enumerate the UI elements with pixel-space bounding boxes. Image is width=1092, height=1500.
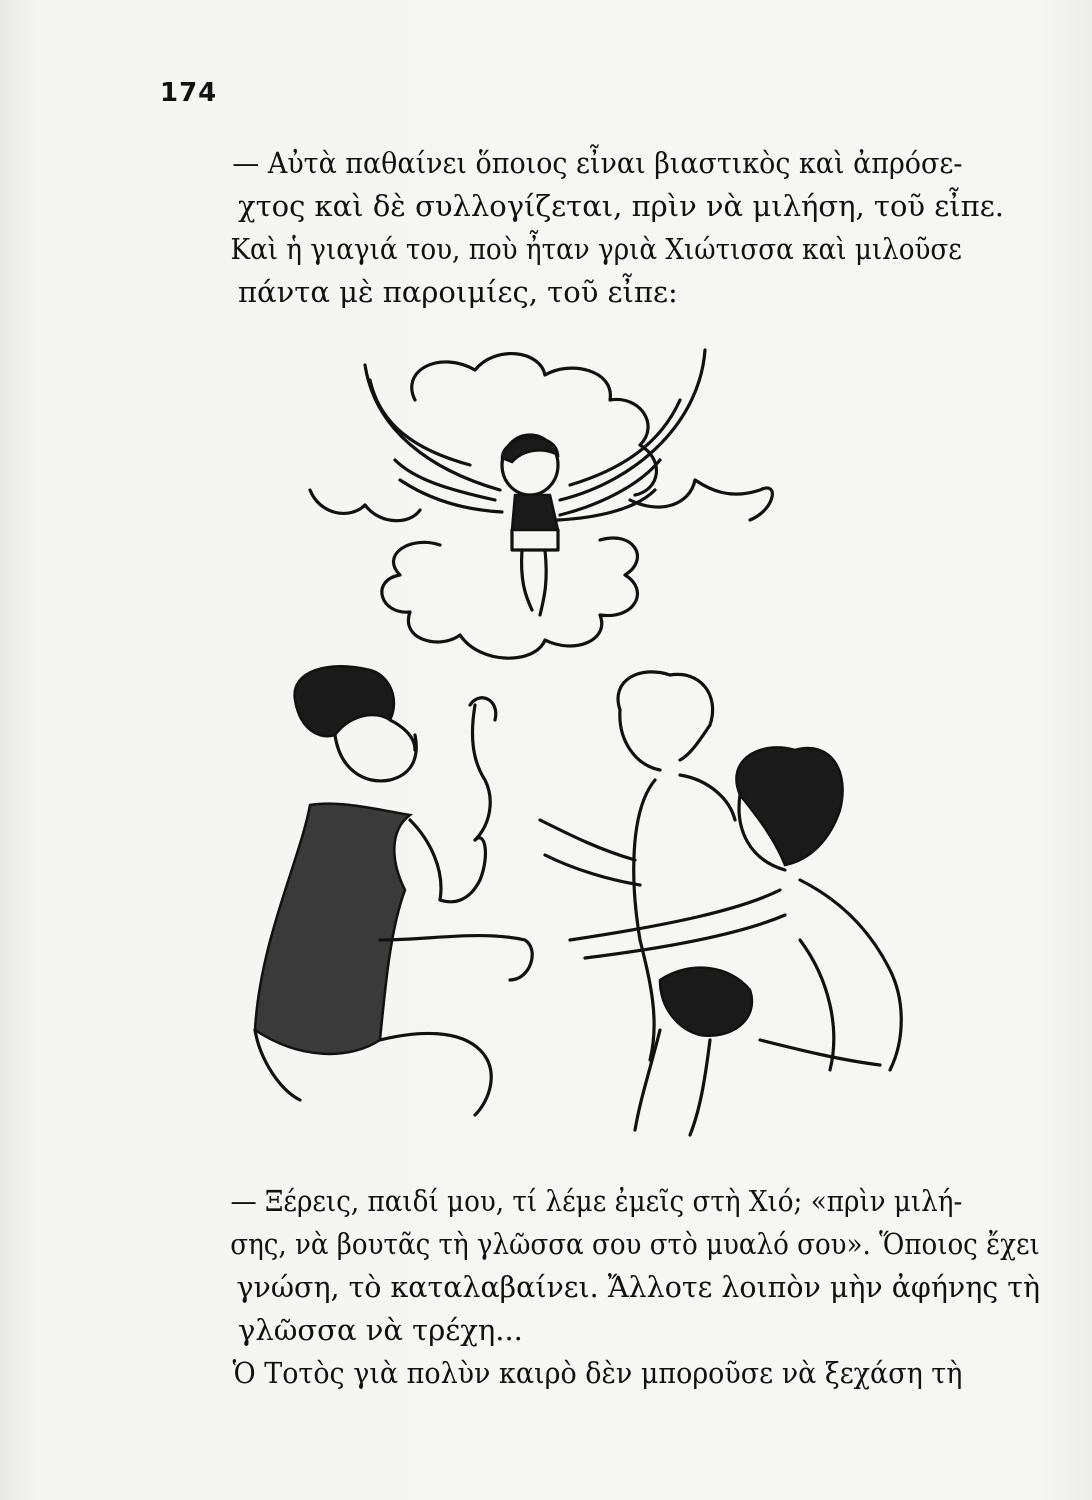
paragraph	[160, 228, 1040, 314]
page-number: 174	[160, 78, 218, 108]
text-line: — Αὐτὰ παθαίνει ὅποιος εἶναι βιαστικὸς καὶ ἀπρόσε-	[232, 146, 963, 180]
text-line: χτος καὶ δὲ συλλογίζεται, πρὶν νὰ μιλήση, τοῦ εἶπε.	[238, 189, 1004, 223]
left-child	[255, 666, 532, 1115]
top-text-block	[160, 142, 1040, 314]
text-line: γνώση, τὸ καταλαβαίνει. Ἄλλοτε λοιπὸν μὴν ἀφήνης τὴ	[236, 1270, 1040, 1304]
text-line: Ὁ Τοτὸς γιὰ πολὺν καιρὸ δὲν μποροῦσε νὰ ξεχάση τὴ	[232, 1356, 963, 1390]
paragraph	[160, 142, 1040, 228]
paragraph	[160, 1352, 1040, 1395]
text-line: γλῶσσα νὰ τρέχη...	[238, 1313, 523, 1347]
paragraph	[160, 1180, 1040, 1352]
illustration	[240, 340, 960, 1160]
text-line: σης, νὰ βουτᾶς τὴ γλῶσσα σου στὸ μυαλό σου». Ὅποιος ἔχει	[230, 1227, 1040, 1261]
bottom-text-block	[160, 1180, 1040, 1395]
text-line: πάντα μὲ παροιμίες, τοῦ εἶπε:	[238, 275, 678, 309]
children-and-angel-drawing	[240, 340, 960, 1160]
text-line: — Ξέρεις, παιδί μου, τί λέμε ἐμεῖς στὴ Χιό; «πρὶν μιλή-	[230, 1184, 963, 1218]
text-line: Καὶ ἡ γιαγιά του, ποὺ ἦταν γριὰ Χιώτισσα καὶ μιλοῦσε	[230, 232, 962, 266]
middle-child	[540, 672, 752, 1135]
